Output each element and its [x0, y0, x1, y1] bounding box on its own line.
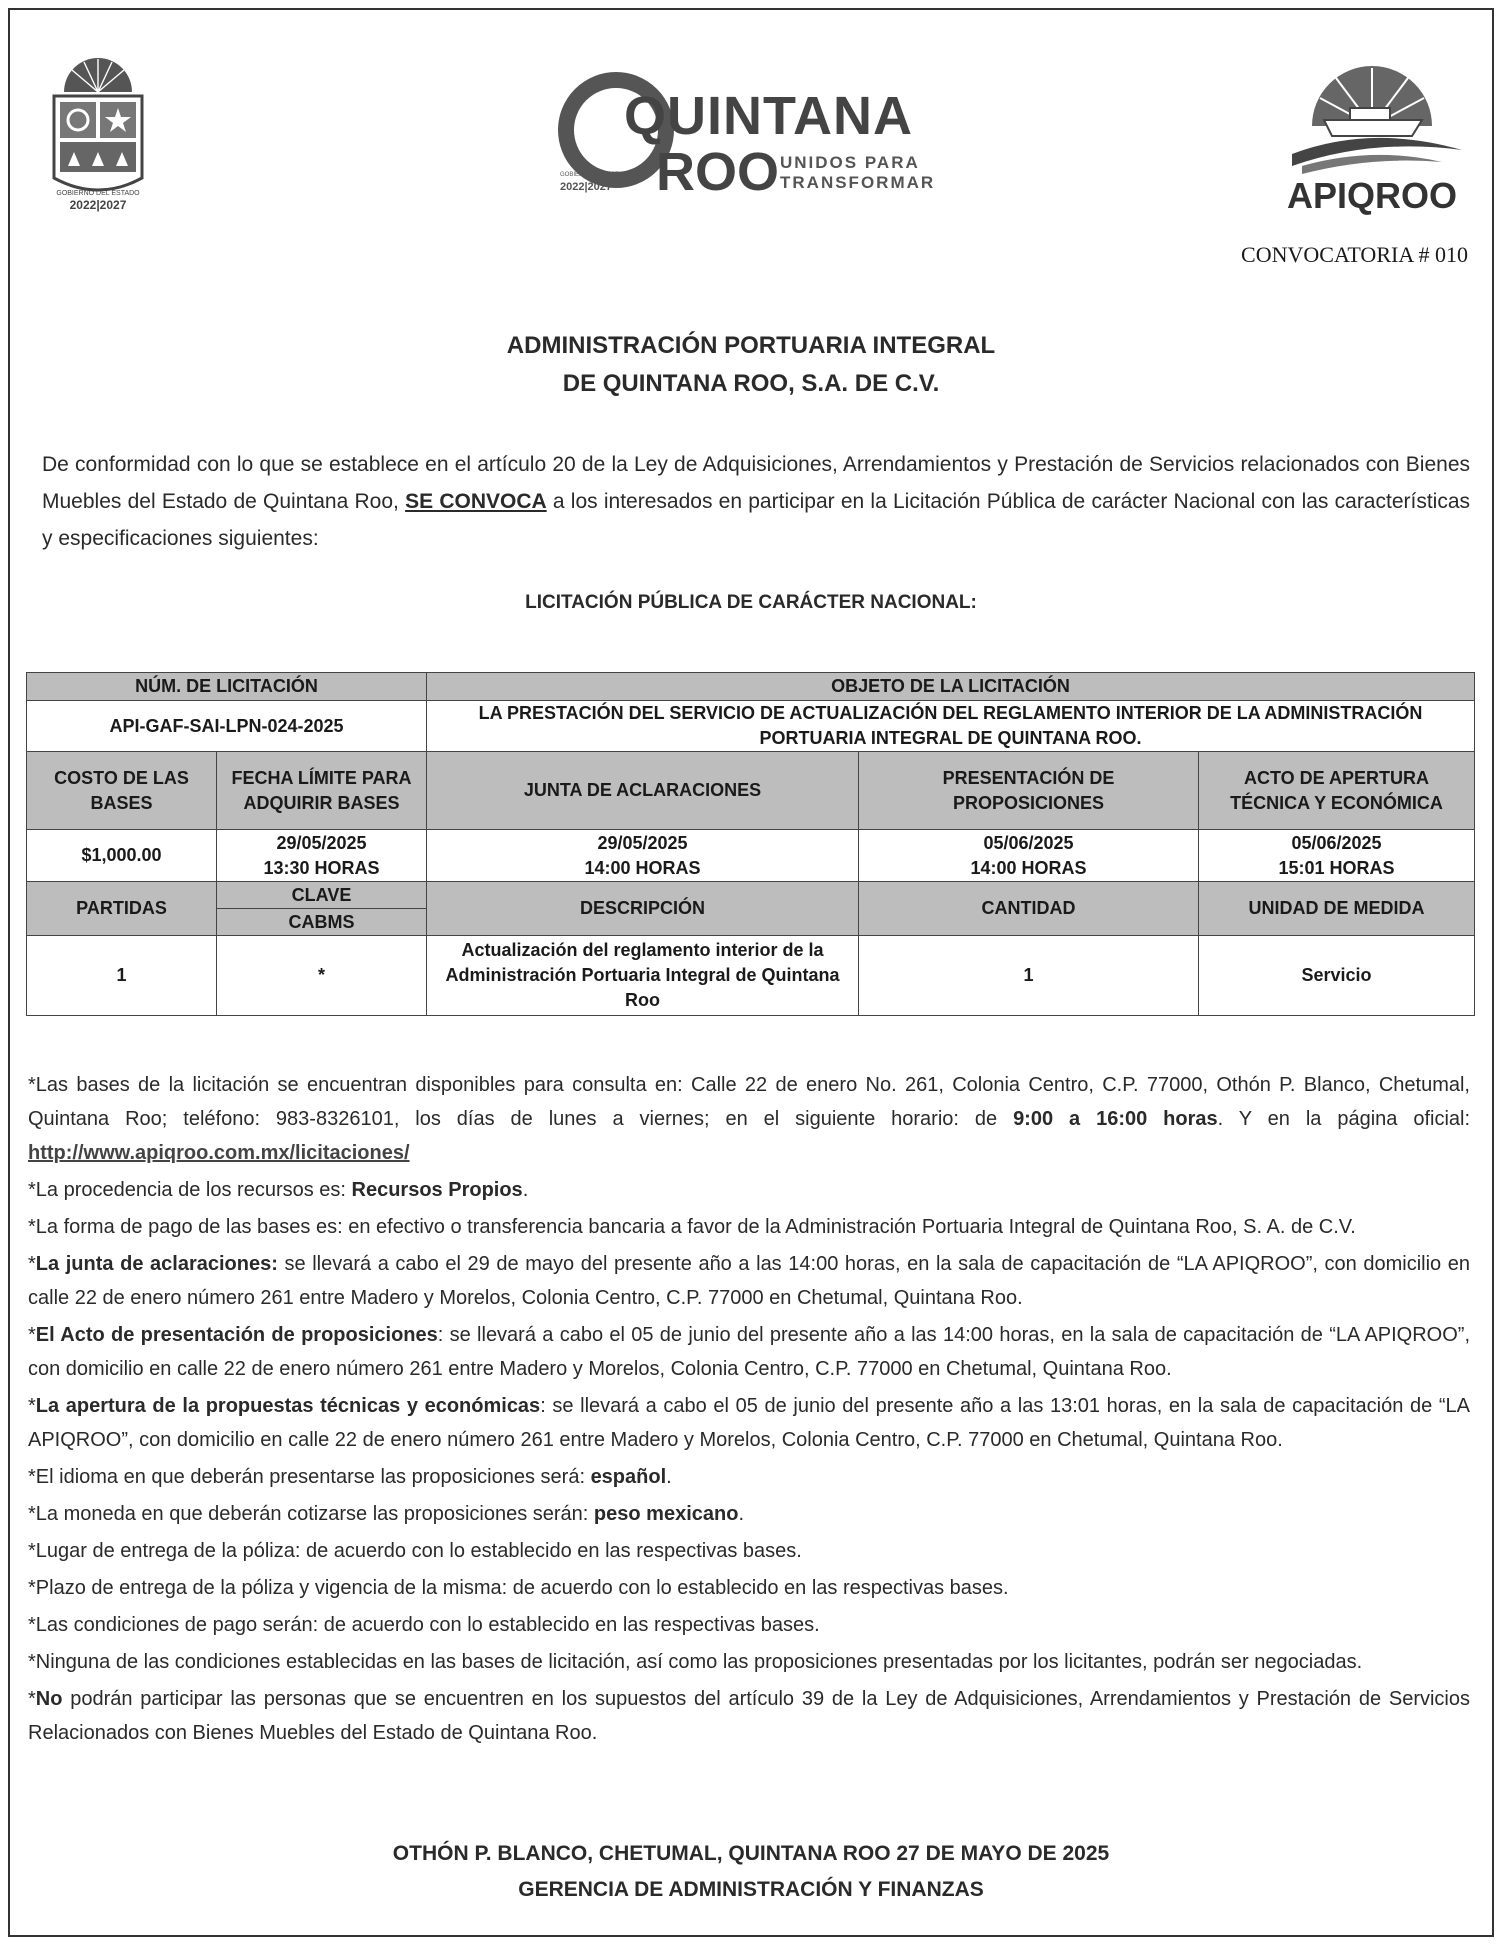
note-procedencia: [28, 1173, 1470, 1207]
header-presentacion: PRESENTACIÓN DE PROPOSICIONES: [859, 752, 1199, 830]
cell-objeto-licitacion: LA PRESTACIÓN DEL SERVICIO DE ACTUALIZACIÓN DEL REGLAMENTO INTERIOR DE LA ADMINISTRACIÓN PORTUARIA INTEGRAL DE QUINTANA ROO.: [427, 701, 1475, 752]
intro-emphasis: SE CONVOCA: [405, 490, 547, 513]
note-bold: La apertura de la propuestas técnicas y económicas: [35, 1395, 541, 1417]
table-row: [27, 830, 1475, 882]
cell-acto: [1199, 830, 1475, 882]
right-logo-name: APIQROO: [1286, 175, 1458, 216]
header-partidas: PARTIDAS: [27, 882, 217, 936]
note-text: *: [28, 1688, 36, 1710]
intro-text-1: De conformidad con lo que se establece en el artículo 20 de la Ley de Adquisiciones, Arrendamientos y Prestación de Servicios relacionados con Bienes Muebles del Estado de Quintana Roo,: [42, 453, 1470, 513]
center-logo-caption: GOBIERNO DEL ESTADO: [560, 172, 632, 178]
acto-date: 05/06/2025: [1291, 832, 1382, 853]
note-text: podrán participar las personas que se encuentren en los supuestos del artículo 39 de la Ley de Adquisiciones, Arrendamientos y Prestación de Servicios Relacionados con Bienes Muebles del Estado de Quintana Roo.: [28, 1688, 1470, 1744]
note-text: *: [28, 1395, 36, 1417]
cell-junta: [427, 830, 859, 882]
note-text: .: [522, 1179, 529, 1201]
header-cabms: CABMS: [217, 909, 427, 936]
footer-place-date: OTHÓN P. BLANCO, CHETUMAL, QUINTANA ROO 27 DE MAYO DE 2025: [392, 1842, 1110, 1865]
note-idioma: [28, 1460, 1470, 1494]
note-text: *La moneda en que deberán cotizarse las proposiciones serán:: [28, 1503, 594, 1525]
note-bold: El Acto de presentación de proposiciones: [35, 1324, 438, 1346]
header-unidad-medida: UNIDAD DE MEDIDA: [1199, 882, 1475, 936]
header-descripcion: DESCRIPCIÓN: [427, 882, 859, 936]
note-bold: español: [590, 1466, 667, 1488]
note-text: : se llevará a cabo el 05 de junio del presente año a las 14:00 horas, en la sala de capacitación de “LA APIQROO”, con domicilio en calle 22 de enero número 261 entre Madero y Morelos, Colonia Centro, C.P. 77000 en Chetumal, Quintana Roo.: [28, 1324, 1471, 1380]
table-row: [27, 936, 1475, 1016]
quintana-roo-logo: [558, 72, 936, 202]
notes-section: [28, 1068, 1470, 1753]
note-bold: peso mexicano: [593, 1503, 739, 1525]
convocatoria-number: CONVOCATORIA # 010: [1241, 242, 1468, 267]
note-text: se llevará a cabo el 29 de mayo del presente año a las 14:00 horas, en la sala de capacitación de “LA APIQROO”, con domicilio en calle 22 de enero número 261 entre Madero y Morelos, Colonia Centro, C.P. 77000 en Chetumal, Quintana Roo.: [28, 1253, 1470, 1309]
note-text: *Las bases de la licitación se encuentran disponibles para consulta en: Calle 22 de enero No. 261, Colonia Centro, C.P. 77000, Othón P. Blanco, Chetumal, Quintana Roo; teléfono: 983-8326101, los días de lunes a viernes; en el siguiente horario: de: [28, 1074, 1470, 1130]
header-clave: CLAVE: [217, 882, 427, 909]
licitacion-table: [26, 672, 1475, 1016]
note-text: *La procedencia de los recursos es:: [28, 1179, 352, 1201]
present-time: 14:00 HORAS: [970, 857, 1087, 878]
document-page: [8, 8, 1494, 1937]
cell-presentacion: [859, 830, 1199, 882]
cell-clave: *: [217, 936, 427, 1016]
note-plazo-poliza: *Plazo de entrega de la póliza y vigencia de la misma: de acuerdo con lo establecido en las respectivas bases.: [28, 1577, 1009, 1599]
junta-date: 29/05/2025: [597, 832, 688, 853]
cell-num-licitacion: API-GAF-SAI-LPN-024-2025: [27, 701, 427, 752]
state-coat-of-arms-logo: [46, 52, 150, 212]
acto-time: 15:01 HORAS: [1278, 857, 1395, 878]
note-text: *El idioma en que deberán presentarse las proposiciones será:: [28, 1466, 591, 1488]
section-subtitle: LICITACIÓN PÚBLICA DE CARÁCTER NACIONAL:: [525, 592, 977, 613]
cell-partida: 1: [27, 936, 217, 1016]
center-logo-name-2: ROO: [656, 142, 780, 202]
center-logo-slogan-1: UNIDOS PARA: [780, 153, 920, 172]
note-presentacion: [28, 1318, 1470, 1386]
note-text: .: [666, 1466, 672, 1488]
center-logo-slogan-2: TRANSFORMAR: [780, 173, 936, 192]
note-bold: Recursos Propios: [351, 1179, 523, 1201]
left-logo-years: 2022|2027: [69, 198, 127, 212]
center-logo-years: 2022|2027: [560, 181, 613, 193]
note-text: . Y en la página oficial:: [1217, 1108, 1471, 1130]
note-forma-pago: *La forma de pago de las bases es: en efectivo o transferencia bancaria a favor de la Administración Portuaria Integral de Quintana Roo, S. A. de C.V.: [28, 1216, 1356, 1238]
table-row: [27, 752, 1475, 830]
intro-paragraph: [42, 446, 1470, 557]
header-acto-apertura: ACTO DE APERTURA TÉCNICA Y ECONÓMICA: [1199, 752, 1475, 830]
note-restricciones: [28, 1682, 1470, 1750]
note-bold: La junta de aclaraciones:: [35, 1253, 278, 1275]
note-bold: No: [35, 1688, 63, 1710]
note-lugar-poliza: *Lugar de entrega de la póliza: de acuerdo con lo establecido en las respectivas bases.: [28, 1540, 802, 1562]
table-row: [27, 673, 1475, 701]
organization-title-line-2: DE QUINTANA ROO, S.A. DE C.V.: [562, 370, 940, 397]
header-costo-bases: COSTO DE LAS BASES: [27, 752, 217, 830]
header-cantidad: CANTIDAD: [859, 882, 1199, 936]
note-text: *: [28, 1324, 36, 1346]
fecha-date: 29/05/2025: [276, 832, 367, 853]
note-condiciones-pago: *Las condiciones de pago serán: de acuerdo con lo establecido en las respectivas bases.: [28, 1614, 820, 1636]
junta-time: 14:00 HORAS: [584, 857, 701, 878]
organization-title-line-1: ADMINISTRACIÓN PORTUARIA INTEGRAL: [506, 332, 996, 359]
table-row: [27, 882, 1475, 909]
cell-costo: $1,000.00: [27, 830, 217, 882]
header-fecha-limite: FECHA LÍMITE PARA ADQUIRIR BASES: [217, 752, 427, 830]
present-date: 05/06/2025: [983, 832, 1074, 853]
note-text: .: [738, 1503, 744, 1525]
note-apertura: [28, 1389, 1470, 1457]
note-bases: [28, 1068, 1470, 1170]
cell-cantidad: 1: [859, 936, 1199, 1016]
apiqroo-logo: [1272, 58, 1472, 218]
cell-unidad: Servicio: [1199, 936, 1475, 1016]
cell-fecha-limite: [217, 830, 427, 882]
note-text: *: [28, 1253, 36, 1275]
note-junta: [28, 1247, 1470, 1315]
fecha-time: 13:30 HORAS: [263, 857, 380, 878]
licitaciones-link[interactable]: http://www.apiqroo.com.mx/licitaciones/: [28, 1142, 410, 1164]
footer-department: GERENCIA DE ADMINISTRACIÓN Y FINANZAS: [518, 1878, 984, 1901]
note-bold: 9:00 a 16:00 horas: [1013, 1108, 1218, 1130]
note-text: : se llevará a cabo el 05 de junio del presente año a las 13:01 horas, en la sala de capacitación de “LA APIQROO”, con domicilio en calle 22 de enero número 261 entre Madero y Morelos, Colonia Centro, C.P. 77000 en Chetumal, Quintana Roo.: [28, 1395, 1470, 1451]
header-junta-aclaraciones: JUNTA DE ACLARACIONES: [427, 752, 859, 830]
intro-text-2: a los interesados en participar en la Licitación Pública de carácter Nacional con las características y especificaciones siguientes:: [42, 490, 1471, 550]
cell-descripcion: Actualización del reglamento interior de la Administración Portuaria Integral de Quintana Roo: [427, 936, 859, 1016]
left-logo-caption: GOBIERNO DEL ESTADO: [56, 190, 140, 197]
note-negociacion: *Ninguna de las condiciones establecidas en las bases de licitación, así como las proposiciones presentadas por los licitantes, podrán ser negociadas.: [28, 1651, 1363, 1673]
header-num-licitacion: NÚM. DE LICITACIÓN: [27, 673, 427, 701]
center-logo-name-1: QUINTANA: [624, 86, 913, 146]
header-objeto-licitacion: OBJETO DE LA LICITACIÓN: [427, 673, 1475, 701]
note-moneda: [28, 1497, 1470, 1531]
table-row: [27, 701, 1475, 752]
